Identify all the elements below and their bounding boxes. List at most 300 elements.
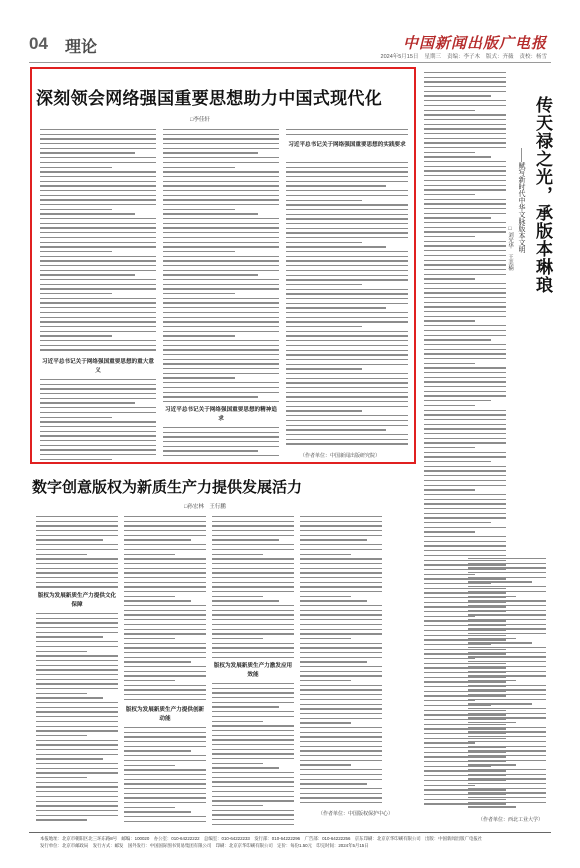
text-line (424, 278, 475, 279)
bottom-col-1-block-a (36, 516, 118, 591)
text-line (40, 279, 156, 280)
text-line (286, 425, 408, 426)
text-line (163, 307, 279, 308)
text-line (124, 591, 206, 592)
text-line (40, 326, 156, 327)
text-line (300, 788, 382, 789)
text-line (424, 381, 506, 382)
text-line (163, 321, 279, 322)
text-line (468, 666, 546, 667)
text-line (163, 446, 279, 447)
text-line (424, 410, 506, 411)
text-line (124, 769, 206, 770)
text-line (468, 642, 532, 643)
text-line (468, 563, 546, 564)
text-line (163, 382, 279, 383)
text-line (40, 265, 156, 266)
text-line (40, 148, 156, 149)
text-line (300, 783, 367, 784)
text-line (286, 200, 362, 201)
text-line (163, 181, 279, 182)
feature-col-2-block-b (163, 427, 279, 460)
text-line (424, 424, 506, 425)
text-line (40, 421, 156, 422)
text-line (40, 171, 156, 172)
text-line (124, 610, 206, 611)
bottom-col-3-block-a (212, 516, 294, 661)
text-line (36, 786, 118, 787)
text-line (40, 204, 156, 205)
text-line (212, 563, 294, 564)
text-line (124, 671, 206, 672)
text-line (468, 647, 546, 648)
text-line (468, 769, 546, 770)
text-line (212, 786, 294, 787)
text-line (36, 618, 118, 619)
text-line (124, 544, 206, 545)
text-line (36, 697, 103, 698)
text-line (40, 307, 156, 308)
text-line (300, 629, 382, 630)
text-line (36, 586, 118, 587)
text-line (36, 815, 118, 816)
text-line (286, 317, 408, 318)
text-line (36, 679, 118, 680)
right-col-2 (468, 558, 546, 811)
text-line (124, 647, 206, 648)
text-line (212, 643, 294, 644)
text-line (40, 431, 156, 432)
feature-col-1-block-a (40, 129, 156, 354)
text-line (40, 129, 156, 130)
text-line (124, 643, 206, 644)
editor-credit: 责编：李子木 (446, 54, 480, 60)
text-line (424, 447, 475, 448)
text-line (40, 143, 156, 144)
issue-info (381, 52, 547, 60)
text-line (300, 764, 351, 765)
text-line (212, 758, 294, 759)
text-line (286, 134, 408, 135)
text-line (286, 307, 386, 308)
text-line (468, 755, 546, 756)
text-line (40, 317, 156, 318)
text-line (300, 802, 382, 803)
issue-weekday: 星期三 (424, 54, 441, 60)
text-line (36, 796, 118, 797)
text-line (40, 157, 156, 158)
text-line (163, 204, 279, 205)
text-line (424, 527, 506, 528)
text-line (212, 610, 294, 611)
text-line (36, 810, 118, 811)
text-line (40, 246, 156, 247)
text-line (212, 777, 294, 778)
text-line (286, 218, 408, 219)
text-line (36, 758, 103, 759)
text-line (163, 363, 279, 364)
text-line (212, 638, 263, 639)
text-line (424, 95, 491, 96)
text-line (124, 568, 206, 569)
text-line (36, 660, 118, 661)
text-line (36, 558, 118, 559)
text-line (468, 675, 546, 676)
text-line (424, 555, 506, 556)
text-line (163, 345, 279, 346)
text-line (212, 530, 294, 531)
text-line (163, 129, 279, 130)
text-line (300, 525, 382, 526)
bottom-col-1-block-b (36, 613, 118, 824)
footer-line-2: 发行单位：北京市邮政局 发行方式：邮发 国外发行：中国国际图书贸易集团有限公司 印刷：北京京华印刷有限公司 定价：每份1.50元 印完时间：2024年5月15日 (40, 843, 369, 848)
text-line (36, 744, 118, 745)
text-line (163, 392, 279, 393)
text-line (468, 656, 546, 657)
text-line (300, 554, 351, 555)
text-line (286, 443, 408, 444)
text-line (163, 349, 279, 350)
text-line (212, 591, 294, 592)
text-line (286, 185, 386, 186)
text-line (163, 242, 279, 243)
bottom-col-4 (300, 516, 382, 807)
text-line (286, 392, 408, 393)
text-line (300, 582, 382, 583)
text-line (424, 175, 506, 176)
text-line (163, 432, 279, 433)
text-line (212, 697, 294, 698)
text-line (36, 721, 118, 722)
text-line (36, 805, 118, 806)
text-line (286, 223, 408, 224)
text-line (163, 209, 235, 210)
text-line (424, 227, 506, 228)
right-article-byline: □刘光华 王美楠 (507, 226, 513, 271)
text-line (424, 194, 475, 195)
text-line (124, 638, 175, 639)
text-line (286, 359, 408, 360)
text-line (300, 793, 382, 794)
text-line (36, 819, 87, 820)
text-line (424, 77, 506, 78)
text-line (468, 783, 546, 784)
text-line (424, 353, 506, 354)
text-line (40, 417, 112, 418)
text-line (212, 711, 294, 712)
text-line (300, 516, 382, 517)
text-line (212, 753, 294, 754)
text-line (124, 582, 206, 583)
text-line (212, 772, 294, 773)
feature-article-title: 深刻领会网络强国重要思想助力中国式现代化 (36, 89, 382, 108)
text-line (212, 814, 294, 815)
text-line (163, 227, 279, 228)
text-line (124, 694, 206, 695)
text-line (300, 741, 382, 742)
text-line (424, 508, 506, 509)
text-line (212, 819, 294, 820)
text-line (424, 358, 506, 359)
text-line (424, 480, 506, 481)
text-line (40, 270, 156, 271)
text-line (300, 685, 382, 686)
text-line (468, 605, 546, 606)
text-line (300, 572, 382, 573)
text-line (40, 312, 156, 313)
text-line (40, 256, 156, 257)
text-line (40, 199, 156, 200)
text-line (286, 321, 408, 322)
text-line (424, 292, 506, 293)
text-line (424, 367, 506, 368)
text-line (286, 162, 408, 163)
text-line (163, 284, 279, 285)
text-line (40, 459, 112, 460)
section-number: 04 (29, 34, 48, 53)
text-line (424, 236, 475, 237)
feature-col-3-block-a (286, 129, 408, 138)
text-line (163, 185, 279, 186)
text-line (36, 768, 118, 769)
text-line (163, 138, 279, 139)
text-line (124, 736, 206, 737)
text-line (36, 772, 118, 773)
text-line (468, 628, 546, 629)
text-line (286, 312, 408, 313)
text-line (163, 199, 279, 200)
text-line (468, 731, 546, 732)
text-line (36, 707, 118, 708)
text-line (212, 624, 294, 625)
text-line (468, 624, 546, 625)
text-line (163, 368, 279, 369)
text-line (40, 242, 156, 243)
text-line (163, 359, 279, 360)
text-line (124, 525, 206, 526)
text-line (424, 391, 506, 392)
text-line (468, 671, 546, 672)
text-line (286, 242, 362, 243)
text-line (468, 741, 546, 742)
text-line (468, 774, 546, 775)
text-line (163, 441, 279, 442)
text-line (424, 222, 506, 223)
text-line (286, 350, 408, 351)
feature-col-2-block-a (163, 129, 279, 406)
text-line (163, 152, 258, 153)
text-line (424, 217, 491, 218)
text-line (300, 586, 382, 587)
text-line (212, 572, 294, 573)
text-line (286, 345, 408, 346)
text-line (212, 535, 294, 536)
text-line (468, 727, 546, 728)
text-line (212, 791, 294, 792)
text-line (424, 433, 506, 434)
text-line (212, 558, 294, 559)
text-line (124, 746, 206, 747)
text-line (163, 171, 279, 172)
text-line (36, 716, 118, 717)
text-line (36, 622, 118, 623)
text-line (36, 782, 118, 783)
text-line (212, 721, 263, 722)
text-line (424, 245, 506, 246)
text-line (40, 223, 156, 224)
text-line (212, 614, 294, 615)
text-line (468, 764, 516, 765)
text-line (40, 407, 156, 408)
text-line (424, 405, 475, 406)
text-line (40, 237, 156, 238)
text-line (40, 393, 156, 394)
text-line (163, 387, 279, 388)
text-line (424, 189, 506, 190)
text-line (124, 821, 206, 822)
text-line (124, 807, 175, 808)
text-line (424, 320, 475, 321)
text-line (36, 516, 118, 517)
text-line (424, 119, 506, 120)
text-line (163, 331, 279, 332)
text-line (124, 802, 206, 803)
text-line (300, 774, 382, 775)
text-line (286, 368, 362, 369)
text-line (468, 586, 546, 587)
text-line (40, 449, 156, 450)
text-line (212, 568, 294, 569)
text-line (40, 321, 156, 322)
text-line (163, 134, 279, 135)
text-line (300, 746, 382, 747)
text-line (40, 232, 156, 233)
text-line (36, 521, 118, 522)
text-line (212, 725, 294, 726)
text-line (300, 666, 382, 667)
text-line (468, 806, 516, 807)
text-line (124, 750, 191, 751)
text-line (424, 306, 506, 307)
text-line (424, 241, 506, 242)
text-line (286, 434, 408, 435)
text-line (286, 232, 408, 233)
text-line (300, 657, 382, 658)
text-line (424, 400, 491, 401)
text-line (424, 311, 506, 312)
text-line (212, 657, 294, 658)
text-line (300, 600, 367, 601)
text-line (468, 652, 546, 653)
text-line (36, 730, 118, 731)
text-line (124, 596, 175, 597)
text-line (36, 693, 87, 694)
text-line (36, 646, 118, 647)
text-line (212, 730, 294, 731)
text-line (40, 152, 135, 153)
text-line (286, 415, 408, 416)
text-line (36, 641, 118, 642)
text-line (163, 326, 279, 327)
text-line (40, 260, 156, 261)
text-line (36, 688, 118, 689)
text-line (424, 86, 506, 87)
text-line (36, 572, 118, 573)
text-line (424, 349, 506, 350)
text-line (124, 774, 206, 775)
text-line (424, 513, 506, 514)
feature-subhead-1: 习近平总书记关于网络强国重要思想的重大意义 (42, 359, 154, 374)
text-line (468, 788, 546, 789)
text-line (124, 516, 206, 517)
text-line (124, 539, 191, 540)
text-line (40, 218, 156, 219)
text-line (424, 161, 506, 162)
text-line (300, 530, 382, 531)
bottom-subhead-2: 版权为发展新质生产力提供创新动能 (125, 707, 205, 722)
text-line (300, 563, 382, 564)
text-line (36, 568, 118, 569)
text-line (300, 727, 382, 728)
text-line (286, 406, 408, 407)
text-line (40, 335, 112, 336)
text-line (212, 706, 279, 707)
text-line (300, 797, 382, 798)
text-line (424, 203, 506, 204)
text-line (40, 426, 156, 427)
text-line (40, 435, 156, 436)
text-line (40, 384, 156, 385)
text-line (36, 735, 87, 736)
text-line (124, 788, 206, 789)
text-line (36, 665, 118, 666)
text-line (163, 157, 279, 158)
text-line (212, 739, 294, 740)
text-line (424, 91, 506, 92)
text-line (300, 638, 351, 639)
text-line (424, 316, 506, 317)
text-line (40, 167, 112, 168)
text-line (300, 661, 367, 662)
right-article-subtitle: ——赋写新时代中华文脉版本文明 (518, 148, 525, 253)
text-line (424, 475, 506, 476)
text-line (300, 558, 382, 559)
text-line (36, 749, 118, 750)
text-line (163, 232, 279, 233)
text-line (286, 270, 408, 271)
text-line (40, 284, 156, 285)
text-line (124, 680, 175, 681)
text-line (124, 586, 206, 587)
proofread-credit: 责校：杨雪 (519, 54, 547, 60)
text-line (163, 396, 258, 397)
text-line (424, 264, 506, 265)
issue-date: 2024年5月15日 (380, 54, 419, 60)
text-line (286, 171, 408, 172)
text-line (212, 796, 294, 797)
text-line (124, 755, 206, 756)
text-line (36, 702, 118, 703)
text-line (424, 255, 506, 256)
text-line (468, 614, 546, 615)
text-line (424, 363, 475, 364)
text-line (124, 811, 191, 812)
text-line (286, 284, 362, 285)
text-line (212, 554, 263, 555)
text-line (163, 274, 258, 275)
text-line (468, 572, 546, 573)
text-line (300, 614, 382, 615)
